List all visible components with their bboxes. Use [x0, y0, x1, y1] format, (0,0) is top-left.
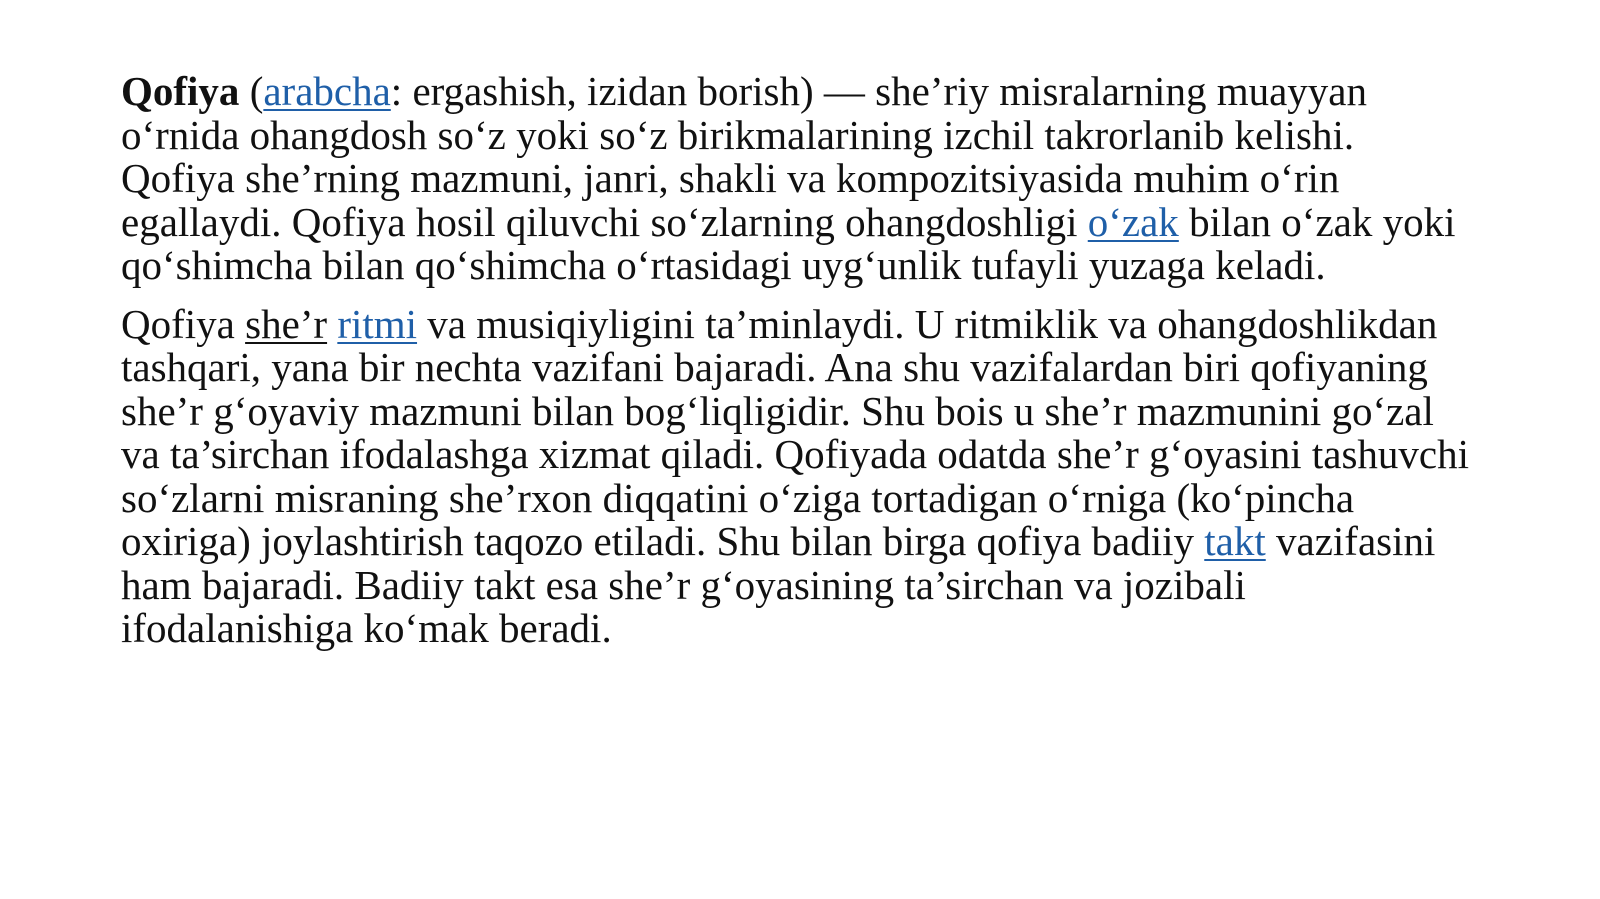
link-arabcha[interactable]: arabcha: [263, 68, 391, 114]
text-fragment: Qofiya: [121, 300, 246, 347]
term-heading: Qofiya: [121, 68, 240, 114]
paragraph-function: [121, 300, 1476, 651]
text-fragment: (: [239, 68, 264, 114]
paragraph-definition: [121, 70, 1476, 288]
article-body: [121, 70, 1476, 651]
underlined-word-sher: she’r: [245, 300, 328, 347]
text-fragment: [327, 301, 337, 347]
link-ozak[interactable]: o‘zak: [1087, 198, 1179, 245]
link-takt[interactable]: takt: [1204, 518, 1266, 564]
text-fragment: va musiqiyligini ta’minlaydi. U ritmiklik va ohangdoshlikdan tashqari, yana bir nechta vazifani bajaradi. Ana shu vazifalardan biri qofiyaning she’r g‘oyaviy mazmuni bilan bog‘liqligidir. Shu bois u she’r mazmunini go‘zal va ta’sirchan ifodalashga xizmat qiladi. Qofiyada odatda she’r g‘oyasini tashuvchi so‘zlarni misraning she’rxon diqqatini o‘ziga tortadigan o‘rniga (ko‘pincha oxiriga) joylashtirish taqozo etiladi. Shu bilan birga qofiya badiiy: [121, 300, 1470, 564]
text-fragment: bilan o‘zak yoki qo‘shimcha bilan qo‘shimcha o‘rtasidagi uyg‘unlik tufayli yuzaga keladi.: [121, 198, 1456, 288]
text-fragment: vazifasini ham bajaradi. Badiiy takt esa she’r g‘oyasining ta’sirchan va jozibali ifodalanishiga ko‘mak beradi.: [121, 518, 1436, 651]
text-fragment: : ergashish, izidan borish) — she’riy misralarning muayyan o‘rnida ohangdosh so‘z yoki so‘z birikmalarining izchil takrorlanib kelishi. Qofiya she’rning mazmuni, janri, shakli va kompozitsiyasida muhim o‘rin egallaydi. Qofiya hosil qiluvchi so‘zlarning ohangdoshligi: [121, 68, 1367, 245]
link-ritmi[interactable]: ritmi: [337, 300, 418, 347]
